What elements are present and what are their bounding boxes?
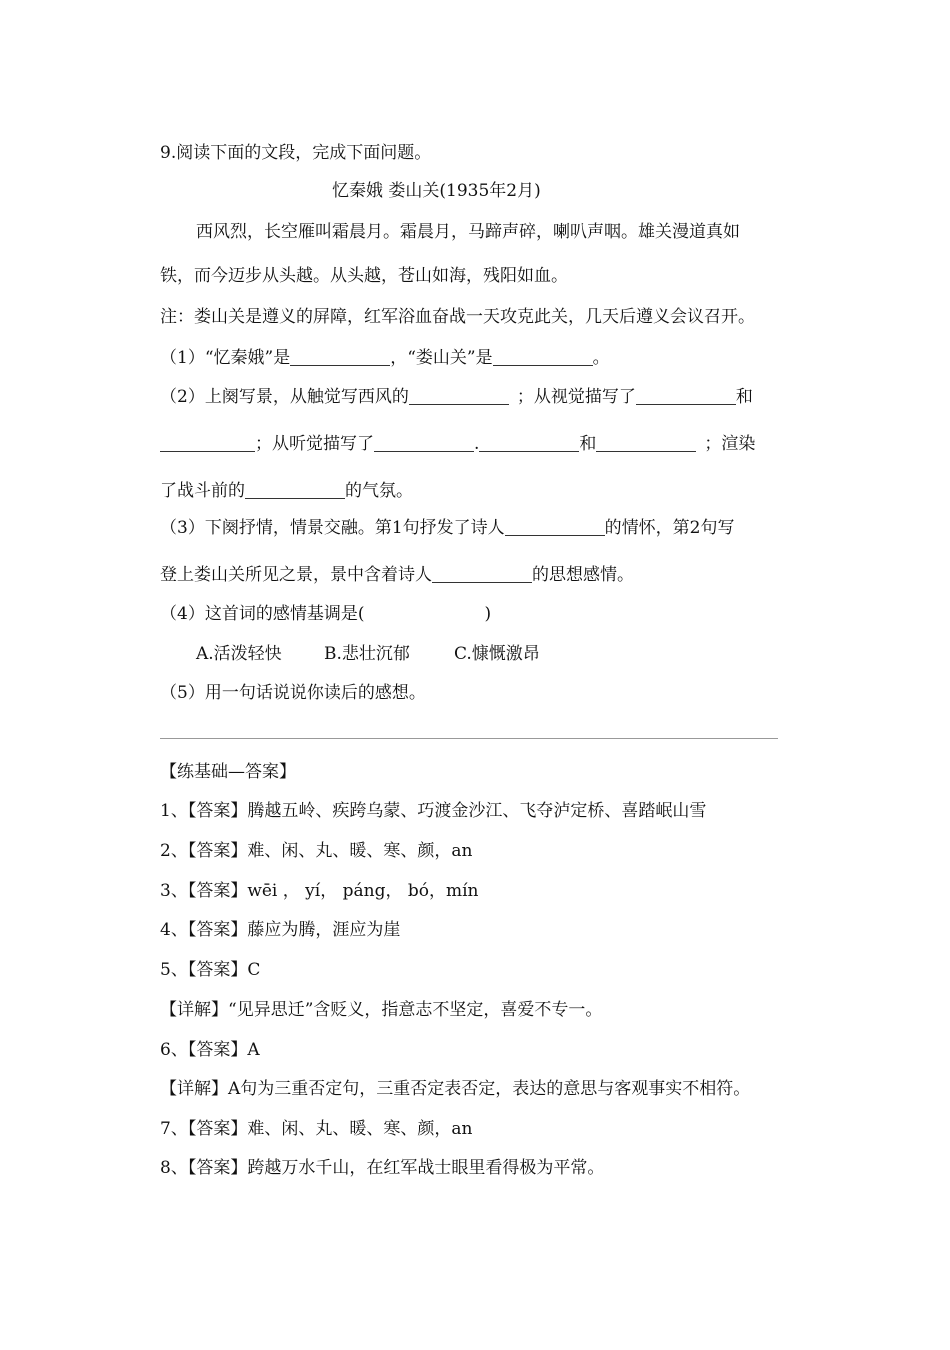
sub-question-2-line-1: （2）上阕写景，从触觉写西风的 ；从视觉描写了 和 (160, 387, 753, 407)
answer-item: 3、【答案】wēi ， yí， páng， bó，mín (160, 881, 479, 901)
answer-blank[interactable] (374, 433, 474, 452)
answer-blank[interactable] (245, 480, 345, 499)
answer-item: 7、【答案】难、闲、丸、暖、寒、颜，an (160, 1119, 473, 1139)
question-9-intro: 9.阅读下面的文段，完成下面问题。 (160, 143, 432, 163)
poem-line-1: 西风烈，长空雁叫霜晨月。霜晨月，马蹄声碎，喇叭声咽。雄关漫道真如 (196, 222, 740, 242)
sub-question-5: （5）用一句话说说你读后的感想。 (160, 683, 426, 703)
answer-blank[interactable] (290, 347, 390, 366)
poem-note: 注：娄山关是遵义的屏障，红军浴血奋战一天攻克此关，几天后遵义会议召开。 (160, 307, 755, 327)
answer-explanation: 【详解】“见异思迁”含贬义，指意志不坚定，喜爱不专一。 (160, 1000, 603, 1020)
answer-explanation: 【详解】A句为三重否定句，三重否定表否定，表达的意思与客观事实不相符。 (160, 1079, 751, 1099)
answer-blank[interactable] (432, 564, 532, 583)
answer-blank[interactable] (636, 386, 736, 405)
answer-item: 1、【答案】腾越五岭、疾跨乌蒙、巧渡金沙江、飞夺泸定桥、喜踏岷山雪 (160, 801, 707, 821)
sub-question-3-line-1: （3）下阕抒情，情景交融。第1句抒发了诗人 的情怀，第2句写 (160, 518, 735, 538)
answer-blank[interactable] (505, 517, 605, 536)
answer-blank[interactable] (479, 433, 579, 452)
answer-item: 8、【答案】跨越万水千山，在红军战士眼里看得极为平常。 (160, 1158, 605, 1178)
poem-title: 忆秦娥 娄山关(1935年2月) (332, 181, 541, 201)
answer-item: 2、【答案】难、闲、丸、暖、寒、颜，an (160, 841, 473, 861)
option-b: B.悲壮沉郁 (324, 644, 410, 664)
sub-question-1: （1）“忆秦娥”是 ，“娄山关”是 。 (160, 348, 610, 368)
option-a: A.活泼轻快 (196, 644, 282, 664)
answer-item: 4、【答案】藤应为腾，涯应为崖 (160, 920, 401, 940)
answer-blank[interactable] (160, 433, 255, 452)
answers-heading: 【练基础—答案】 (160, 762, 296, 782)
answer-blank[interactable] (409, 386, 509, 405)
sub-question-3-line-2: 登上娄山关所见之景，景中含着诗人 的思想感情。 (160, 565, 634, 585)
option-c: C.慷慨激昂 (454, 644, 540, 664)
section-divider (160, 738, 778, 739)
answer-blank[interactable] (596, 433, 696, 452)
answer-item: 6、【答案】A (160, 1040, 260, 1060)
sub-question-2-line-2: ；从听觉描写了 . 和 ；渲染 (160, 432, 755, 456)
sub-question-4: （4）这首词的感情基调是( ) (160, 604, 492, 624)
answer-item: 5、【答案】C (160, 960, 261, 980)
answer-blank[interactable] (493, 347, 593, 366)
sub-question-2-line-3: 了战斗前的 的气氛。 (160, 481, 413, 501)
poem-line-2: 铁，而今迈步从头越。从头越，苍山如海，残阳如血。 (160, 266, 568, 286)
